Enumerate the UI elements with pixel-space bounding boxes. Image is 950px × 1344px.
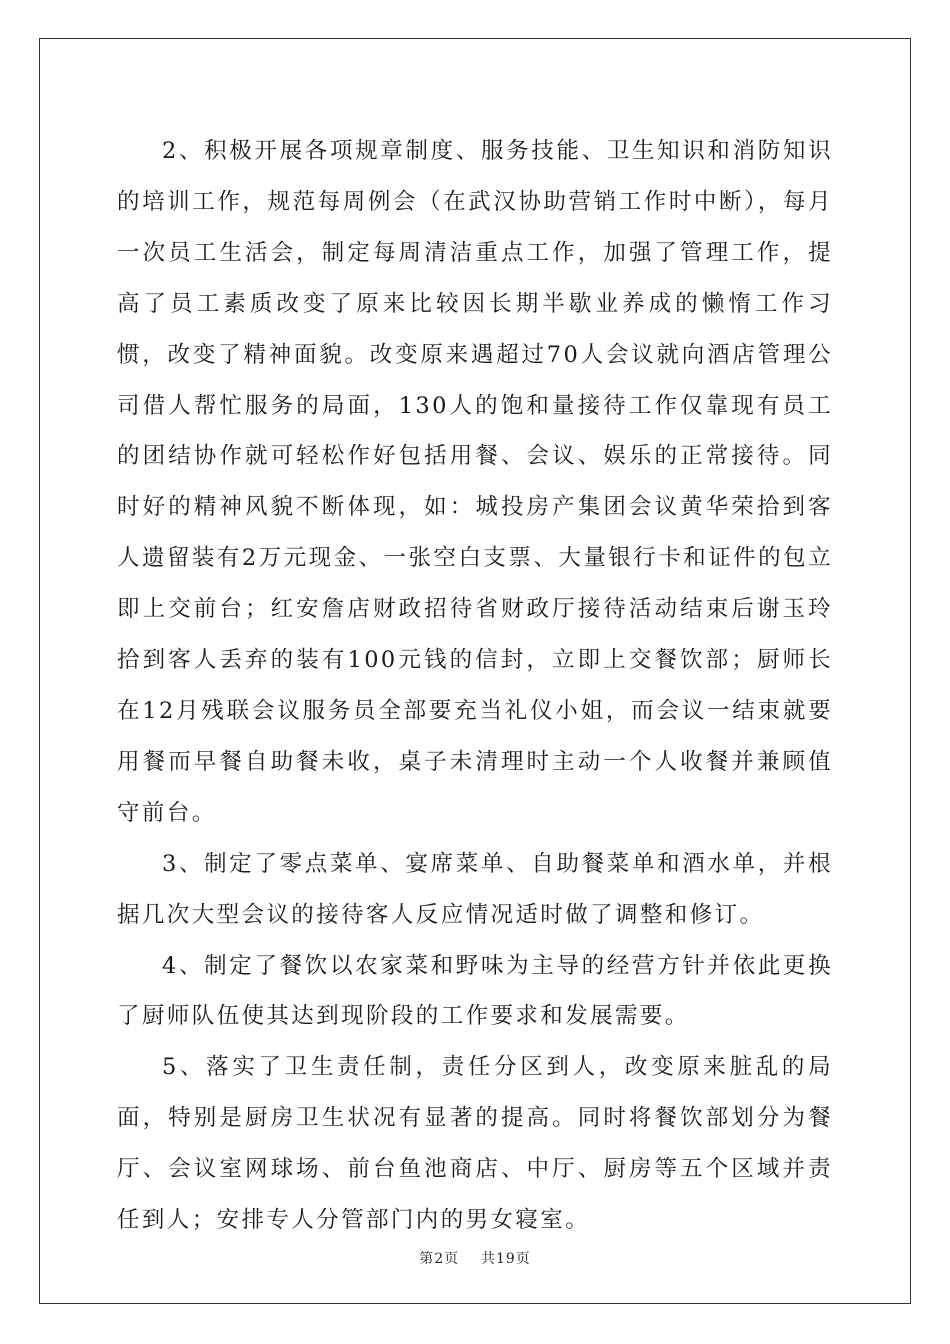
page-footer [0, 1248, 950, 1268]
paragraph-item-4: 4、制定了餐饮以农家菜和野味为主导的经营方针并依此更换了厨师队伍使其达到现阶段的工作要求和发展需要。 [117, 952, 833, 1030]
paragraph-item-5: 5、落实了卫生责任制，责任分区到人，改变原来脏乱的局面，特别是厨房卫生状况有显著的提高。同时将餐饮部划分为餐厅、会议室网球场、前台鱼池商店、中厅、厨房等五个区域并责任到人；安排专人分管部门内的男女寝室。 [117, 1054, 833, 1234]
document-body [117, 126, 833, 1246]
paragraph-item-3: 3、制定了零点菜单、宴席菜单、自助餐菜单和酒水单，并根据几次大型会议的接待客人反应情况适时做了调整和修订。 [117, 850, 833, 928]
paragraph-item-2: 2、积极开展各项规章制度、服务技能、卫生知识和消防知识的培训工作，规范每周例会（在武汉协助营销工作时中断），每月一次员工生活会，制定每周清洁重点工作，加强了管理工作，提高了员工素质改变了原来比较因长期半歇业养成的懒惰工作习惯，改变了精神面貌。改变原来遇超过70人会议就向酒店管理公司借人帮忙服务的局面，130人的饱和量接待工作仅靠现有员工的团结协作就可轻松作好包括用餐、会议、娱乐的正常接待。同时好的精神风貌不断体现，如：城投房产集团会议黄华荣拾到客人遗留装有2万元现金、一张空白支票、大量银行卡和证件的包立即上交前台；红安詹店财政招待省财政厅接待活动结束后谢玉玲拾到客人丢弃的装有100元钱的信封，立即上交餐饮部；厨师长在12月残联会议服务员全部要充当礼仪小姐，而会议一结束就要用餐而早餐自助餐未收，桌子未清理时主动一个人收餐并兼顾值守前台。 [117, 138, 833, 826]
page-total: 共19页 [480, 1251, 531, 1267]
page-number: 第2页 [419, 1251, 460, 1267]
